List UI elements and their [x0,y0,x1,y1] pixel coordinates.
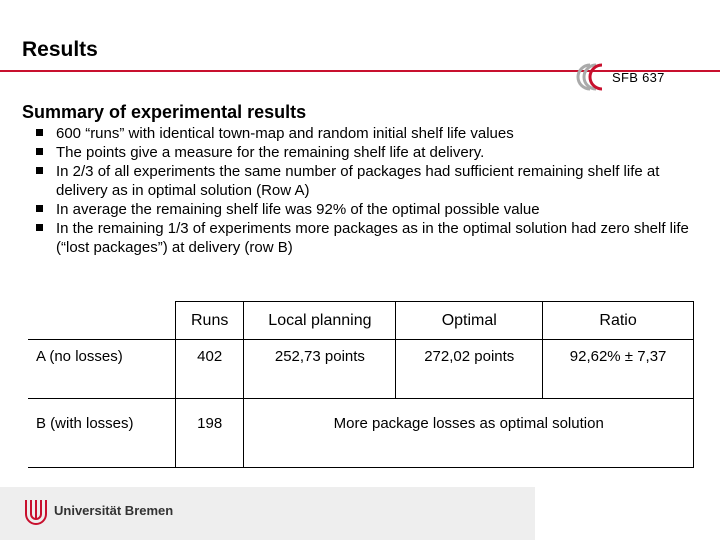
table-header-row [28,302,694,340]
slide-title: Results [22,38,98,61]
bullet-item: In 2/3 of all experiments the same number of packages had sufficient remaining shelf life at delivery as in optimal solution (Row A) [34,162,694,200]
row-label-a: A (no losses) [28,340,175,399]
header-cell-optimal: Optimal [396,302,543,340]
bullet-item: 600 “runs” with identical town-map and random initial shelf life values [34,124,694,143]
bullet-list [34,124,694,257]
header-cell-ratio: Ratio [543,302,694,340]
table-row [28,340,694,399]
results-table [28,301,694,468]
row-label-b: B (with losses) [28,399,175,468]
bullet-item: The points give a measure for the remaining shelf life at delivery. [34,143,694,162]
bullet-item: In the remaining 1/3 of experiments more packages as in the optimal solution had zero shelf life (“lost packages”) at delivery (row B) [34,219,694,257]
table-row [28,399,694,468]
cell-ratio-a: 92,62% ± 7,37 [543,340,694,399]
cell-runs-a: 402 [175,340,244,399]
sfb-label: SFB 637 [612,70,665,85]
section-subtitle: Summary of experimental results [22,102,307,122]
university-logo [22,496,222,526]
header-cell-empty [28,302,175,340]
university-name: Universität Bremen [54,503,174,518]
cell-optimal-a: 272,02 points [396,340,543,399]
cell-local-a: 252,73 points [244,340,396,399]
cell-runs-b: 198 [175,399,244,468]
sfb-badge [576,62,686,92]
university-emblem-icon [22,496,52,526]
header-cell-local-planning: Local planning [244,302,396,340]
header-cell-runs: Runs [175,302,244,340]
sfb-logo-icon [576,62,616,92]
bullet-item: In average the remaining shelf life was 92% of the optimal possible value [34,200,694,219]
cell-note-b: More package losses as optimal solution [244,399,694,468]
